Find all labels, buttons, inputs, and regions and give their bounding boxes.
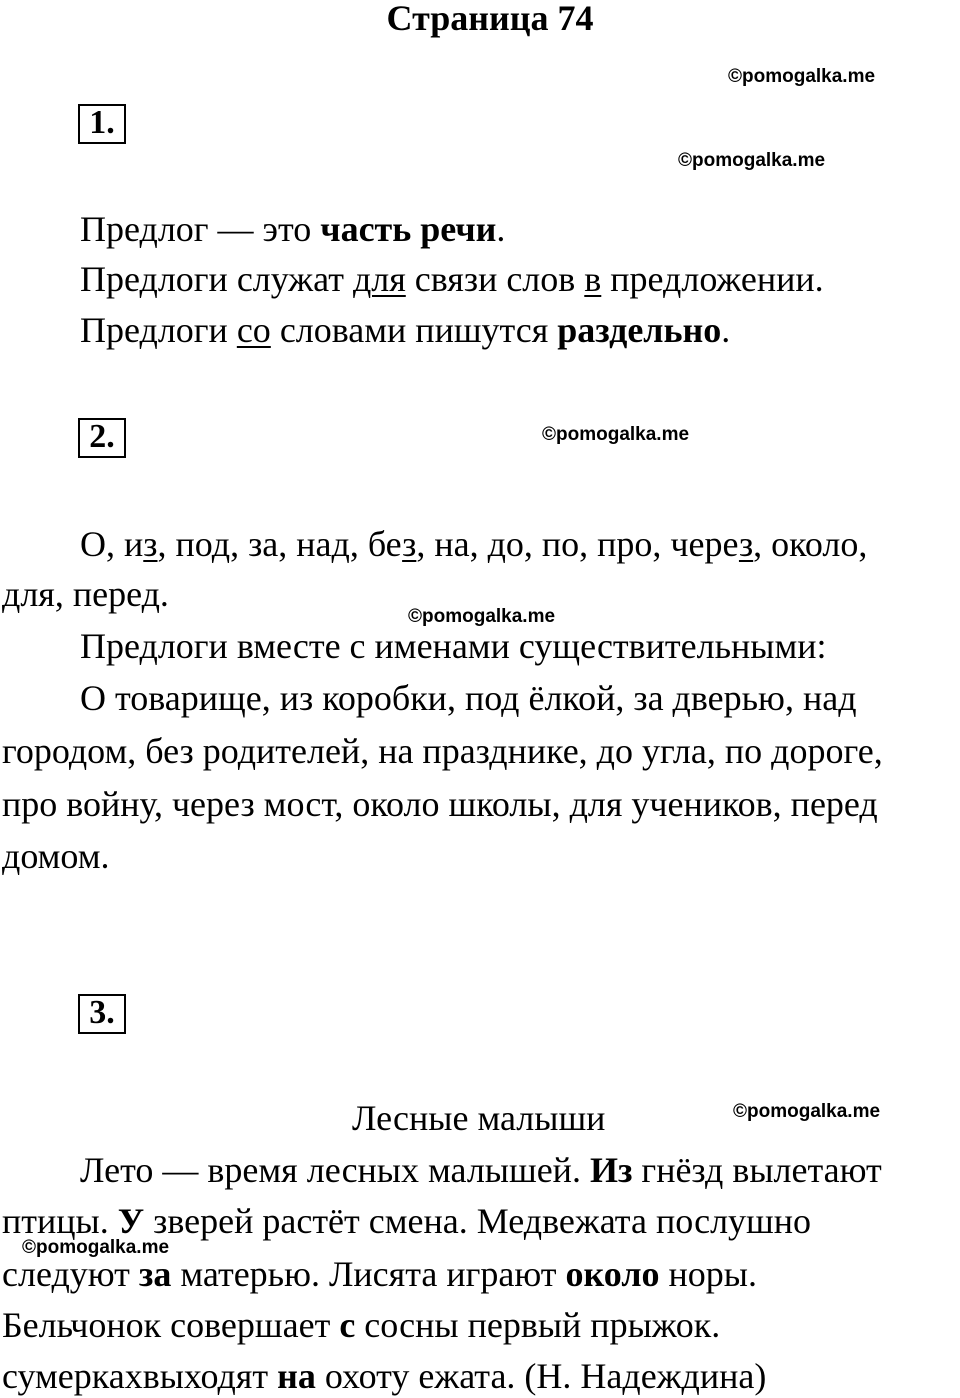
watermark: ©pomogalka.me (728, 66, 876, 87)
watermark: ©pomogalka.me (408, 606, 556, 627)
task-number: 1. (78, 104, 126, 144)
task-number: 3. (78, 994, 126, 1034)
preposition-list: для, перед. (2, 574, 169, 614)
task-number: 2. (78, 418, 126, 458)
story-line: следуют за матерью. Лисята играют около норы. (2, 1254, 757, 1294)
watermark: ©pomogalka.me (678, 150, 826, 171)
watermark: ©pomogalka.me (542, 424, 690, 445)
rule-line: Предлоги со словами пишутся раздельно. (80, 310, 731, 350)
preposition-list: О, из, под, за, над, без, на, до, по, про, через, около, (80, 524, 868, 564)
rule-line: Предлог — это часть речи. (80, 209, 506, 249)
story-line: сумеркахвыходят на охоту ежата. (Н. Надеждина) (2, 1356, 767, 1396)
page-title: Страница 74 (386, 0, 594, 38)
watermark: ©pomogalka.me (733, 1101, 881, 1122)
story-line: Бельчонок совершает с сосны первый прыжок. (2, 1305, 721, 1345)
paragraph: Предлоги вместе с именами существительными: (80, 626, 827, 666)
paragraph-line: домом. (2, 836, 110, 876)
paragraph-line: О товарище, из коробки, под ёлкой, за дверью, над (80, 678, 857, 718)
story-title: Лесные малыши (352, 1098, 606, 1138)
story-line: Лето — время лесных малышей. Из гнёзд вылетают (80, 1150, 882, 1190)
rule-line: Предлоги служат для связи слов в предложении. (80, 259, 824, 299)
paragraph-line: про войну, через мост, около школы, для учеников, перед (2, 784, 878, 824)
paragraph-line: городом, без родителей, на празднике, до угла, по дороге, (2, 731, 883, 771)
watermark: ©pomogalka.me (22, 1237, 170, 1258)
story-line: птицы. У зверей растёт смена. Медвежата послушно (2, 1201, 812, 1241)
